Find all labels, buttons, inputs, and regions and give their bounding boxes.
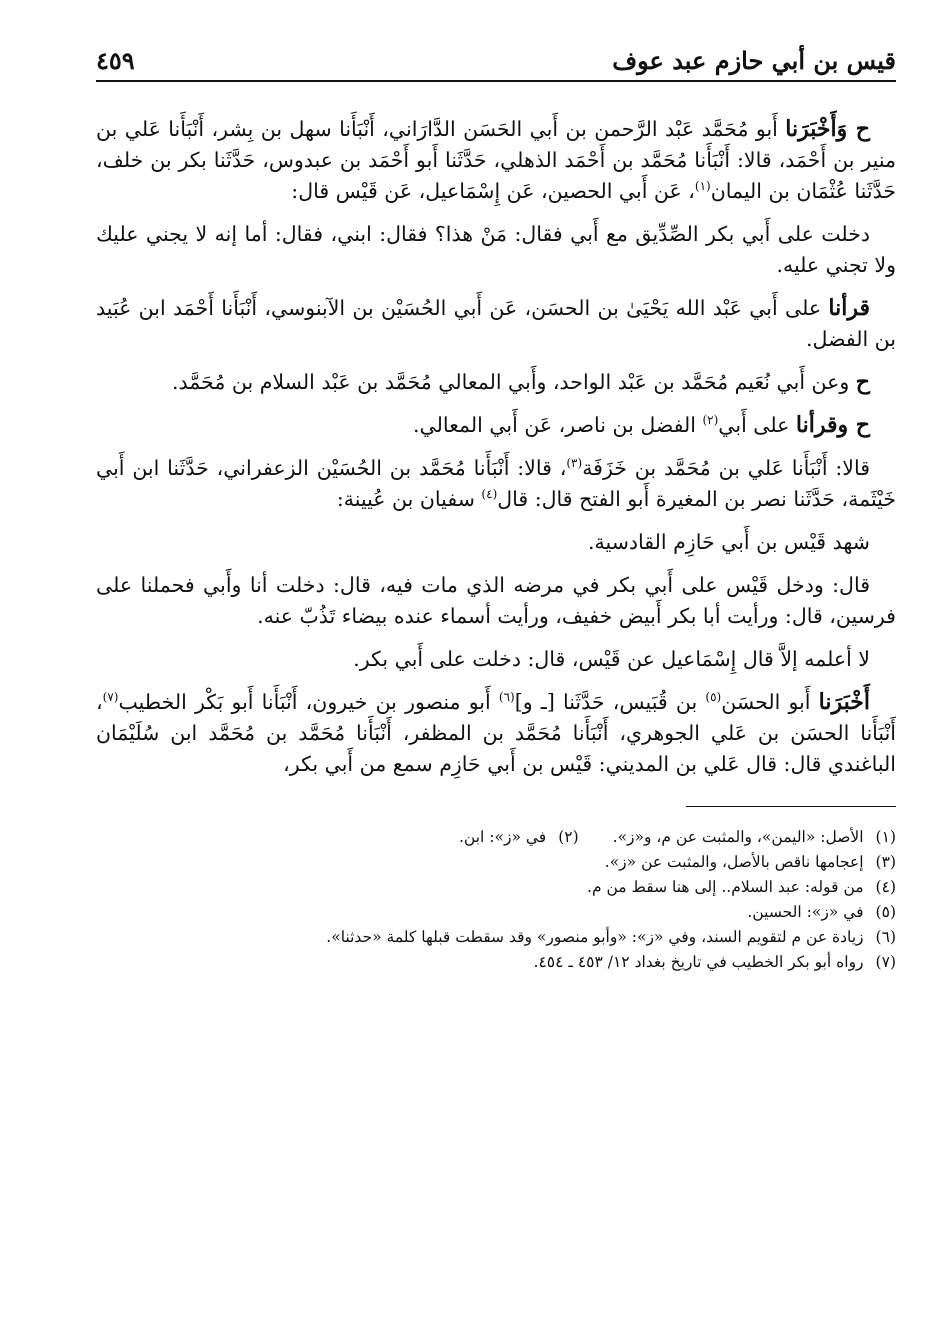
running-title: قيس بن أبي حازم عبد عوف xyxy=(612,46,896,75)
footnote-row xyxy=(96,950,896,975)
footnote-row xyxy=(96,875,896,900)
footnote-row xyxy=(96,925,896,950)
footnote-1 xyxy=(613,825,896,850)
footnote-marker: (٢) xyxy=(702,413,719,428)
paragraph-5 xyxy=(96,410,896,441)
paragraph-text: على أَبي xyxy=(718,413,796,437)
body-text xyxy=(96,114,896,780)
footnote-number: (٧) xyxy=(875,953,896,971)
footnote-row xyxy=(96,825,896,850)
footnote-number: (٥) xyxy=(875,903,896,921)
footnote-6 xyxy=(326,925,896,950)
paragraph-text: دخلت على أَبي بكر الصِّدِّيق مع أَبي فقال: مَنْ هذا؟ فقال: ابني، فقال: أما إنه لا يجني عليك ولا تجني عليه. xyxy=(96,222,896,277)
paragraph-text: قالا: أَنْبَأَنا عَلي بن مُحَمَّد بن خَزَفَة xyxy=(582,456,870,480)
footnote-row xyxy=(96,850,896,875)
footnote-4 xyxy=(587,875,896,900)
page-number: ٤٥٩ xyxy=(96,46,135,75)
footnote-number: (٢) xyxy=(558,828,579,846)
running-header xyxy=(96,40,896,82)
paragraph-text: ، عَن أَبي الحصين، عَن إِسْمَاعيل، عَن قَيْس قال: xyxy=(291,179,695,203)
footnote-text: في «ز»: الحسين. xyxy=(747,903,864,921)
paragraph-8 xyxy=(96,570,896,632)
paragraph-text: شهد قَيْس بن أَبي حَازِم القادسية. xyxy=(588,530,870,554)
paragraph-text: أَبو الحسَن xyxy=(721,690,819,714)
footnote-3 xyxy=(605,850,896,875)
footnote-marker: (٤) xyxy=(481,487,498,502)
footnote-text: زيادة عن م لتقويم السند، وفي «ز»: «وأبو منصور» وقد سقطت قبلها كلمة «حدثنا». xyxy=(326,928,864,946)
footnote-row xyxy=(96,900,896,925)
paragraph-text: ، قالا: أَنْبَأَنا مُحَمَّد بن الحُسَيْن الزعفراني، حَدَّثَنا ابن أَبي خَيْثَمة، حَدَّثَنا نصر بن المغيرة أَبو الفتح قال: قال xyxy=(96,456,896,511)
paragraph-lead: قرأنا xyxy=(828,295,870,321)
footnote-marker: (١) xyxy=(694,179,711,194)
paragraph-text: وعن أَبي نُعَيم مُحَمَّد بن عَبْد الواحد، وأَبي المعالي مُحَمَّد بن عَبْد السلام بن مُحَمَّد. xyxy=(172,370,856,394)
footnote-number: (٣) xyxy=(875,853,896,871)
footnote-text: في «ز»: ابن. xyxy=(458,828,547,846)
footnote-number: (١) xyxy=(875,828,896,846)
paragraph-text: لا أعلمه إلاَّ قال إِسْمَاعيل عن قَيْس، قال: دخلت على أَبي بكر. xyxy=(353,647,870,671)
paragraph-6 xyxy=(96,453,896,515)
paragraph-10 xyxy=(96,687,896,780)
book-page xyxy=(96,40,896,975)
footnote-text: رواه أبو بكر الخطيب في تاريخ بغداد ١٢/ ٤٥٣ ـ ٤٥٤. xyxy=(533,953,864,971)
footnote-marker: (٧) xyxy=(102,690,119,705)
paragraph-text: سفيان بن عُيينة: xyxy=(336,487,482,511)
paragraph-lead: ح وقرأنا xyxy=(795,412,870,438)
paragraph-text: بن قُبَيس، حَدَّثَنا [ـ و] xyxy=(514,690,706,714)
footnote-marker: (٦) xyxy=(498,690,515,705)
footnote-number: (٦) xyxy=(875,928,896,946)
footnote-text: إعجامها ناقص بالأصل، والمثبت عن «ز». xyxy=(604,853,864,871)
paragraph-text: على أَبي عَبْد الله يَحْيَىٰ بن الحسَن، عَن أَبي الحُسَيْن بن الآبنوسي، أَنْبَأَنا أَحْمَد ابن عُبَيد بن الفضل. xyxy=(96,296,896,351)
paragraph-text: أَبو منصور بن خيرون، أَنْبَأَنا أَبو بَكْر الخطيب xyxy=(118,690,499,714)
paragraph-1 xyxy=(96,114,896,207)
footnote-marker: (٣) xyxy=(566,456,583,471)
paragraph-text: أَبو مُحَمَّد عَبْد الرَّحمن بن أَبي الحَسَن الدَّارَاني، أَنْبَأَنا سهل بن بِشر، أَنْبَأَنا عَلي بن منير بن أَحْمَد، قالا: أَنْبَأَنا مُحَمَّد بن أَحْمَد الذهلي، حَدَّثَنا أَبو أَحْمَد بن عبدوس، حَدَّثَنا بكر بن خلف، حَدَّثَنا عُثْمَان بن اليمان xyxy=(96,117,896,203)
footnote-5 xyxy=(747,900,896,925)
paragraph-9 xyxy=(96,644,896,675)
footnote-text: من قوله: عبد السلام.. إلى هنا سقط من م. xyxy=(587,878,864,896)
footnote-text: الأصل: «اليمن»، والمثبت عن م، و«ز». xyxy=(612,828,864,846)
footnote-7 xyxy=(534,950,896,975)
paragraph-text: الفضل بن ناصر، عَن أَبي المعالي. xyxy=(413,413,703,437)
footnotes xyxy=(96,825,896,975)
paragraph-lead: ح وَأَخْبَرَنا xyxy=(785,116,870,142)
paragraph-text: ، أَنْبَأَنا الحسَن بن عَلي الجوهري، أَنْبَأَنا مُحَمَّد بن المظفر، أَنْبَأَنا مُحَمَّد بن مُحَمَّد ابن سُلَيْمَان الباغندي قال: قال عَلي بن المديني: قَيْس بن أَبي حَازِم سمع من أَبي بكر، xyxy=(96,690,896,776)
paragraph-lead: ح xyxy=(855,369,870,395)
footnote-divider xyxy=(686,806,896,807)
footnote-2 xyxy=(459,825,579,850)
paragraph-2 xyxy=(96,219,896,281)
paragraph-lead: أَخْبَرَنا xyxy=(818,689,870,715)
paragraph-text: قال: ودخل قَيْس على أَبي بكر في مرضه الذي مات فيه، قال: دخلت أنا وأَبي فحملنا على فرسين، قال: ورأيت أبا بكر أَبيض خفيف، ورأيت أسماء عنده بيضاء تَذُبّ عنه. xyxy=(96,573,896,628)
footnote-marker: (٥) xyxy=(705,690,722,705)
paragraph-4 xyxy=(96,367,896,398)
paragraph-3 xyxy=(96,293,896,355)
footnote-number: (٤) xyxy=(875,878,896,896)
paragraph-7 xyxy=(96,527,896,558)
